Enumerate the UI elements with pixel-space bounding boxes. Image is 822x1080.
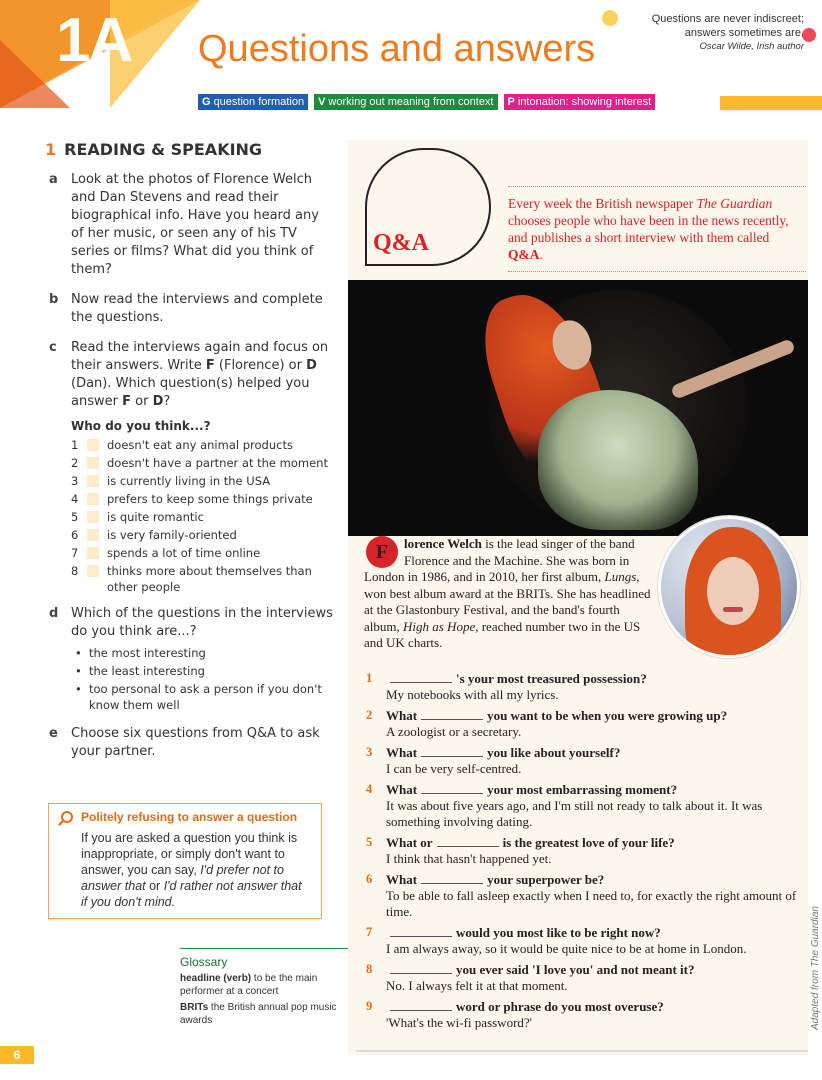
- page-number: 6: [0, 1046, 34, 1064]
- question-item: 7 would you most like to be right now? I am always away, so it would be quite nice to be at home in London.: [366, 925, 747, 956]
- unit-number: 1A: [56, 6, 132, 75]
- bullet-item: • too personal to ask a person if you don't know them well: [73, 681, 335, 713]
- glossary-item: headline (verb) to be the main performer at a concert: [180, 973, 318, 997]
- who-item: 6 is very family-oriented: [71, 528, 237, 542]
- question-item: 8 you ever said 'I love you' and not meant it? No. I always felt it at that moment.: [366, 962, 695, 993]
- left-column: [45, 140, 335, 773]
- question-item: 1 's your most treasured possession? My notebooks with all my lyrics.: [366, 671, 647, 702]
- epigraph-quote: [604, 12, 804, 54]
- tip-box: [48, 803, 322, 919]
- gap-blank[interactable]: [390, 963, 452, 974]
- who-do-you-think-title: Who do you think...?: [71, 419, 211, 433]
- glossary: [180, 948, 356, 1030]
- who-item: 1 doesn't eat any animal products: [71, 438, 293, 452]
- bio-text: F lorence Welch is the lead singer of the band Florence and the Machine. She was born in London in 1986, and in 2010, her first album, Lungs, won best album award at the BRITs. She has headlined at the Glastonbury Festival, and the band's fourth album, High as Hope, reached number two in the US and UK charts.: [364, 536, 651, 650]
- question-item: 9 word or phrase do you most overuse? 'What's the wi-fi password?': [366, 999, 664, 1030]
- answer-box[interactable]: [87, 475, 99, 487]
- gap-blank[interactable]: [421, 873, 483, 884]
- tag-grammar: G question formation: [198, 94, 308, 110]
- exercise-c: c Read the interviews again and focus on their answers. Write F (Florence) or D (Dan). Which question(s) helped you answer F or D?: [49, 340, 329, 409]
- answer-box[interactable]: [87, 565, 99, 577]
- gap-blank[interactable]: [421, 746, 483, 757]
- source-credit: Adapted from The Guardian: [810, 906, 821, 1030]
- gap-blank[interactable]: [390, 926, 452, 937]
- answer-box[interactable]: [87, 457, 99, 469]
- answer-box[interactable]: [87, 511, 99, 523]
- question-item: 6 What your superpower be? To be able to fall asleep exactly when I need to, for exactly the right amount of time.: [366, 872, 797, 919]
- quote-line-1: Questions are never indiscreet;: [651, 13, 804, 25]
- answer-box[interactable]: [87, 547, 99, 559]
- who-item: 2 doesn't have a partner at the moment: [71, 456, 328, 470]
- who-item: 3 is currently living in the USA: [71, 474, 271, 488]
- article-intro: Every week the British newspaper The Guardian chooses people who have been in the news recently, and publishes a short interview with them called Q&A.: [508, 186, 806, 272]
- quote-author: Oscar Wilde, Irish author: [699, 41, 804, 52]
- qa-logo: Q&A: [365, 148, 491, 266]
- who-item: 5 is quite romantic: [71, 510, 204, 524]
- who-item: 7 spends a lot of time online: [71, 546, 261, 560]
- exercise-d-bullets: [45, 645, 335, 713]
- exercise-d: d Which of the questions in the interviews do you think are...?: [49, 606, 333, 639]
- bottom-divider: [356, 1050, 808, 1052]
- glossary-item: BRITs the British annual pop music awards: [180, 1002, 337, 1026]
- gap-blank[interactable]: [390, 672, 452, 683]
- tag-pronunciation: P intonation: showing interest: [504, 94, 656, 110]
- quote-line-2: answers sometimes are.: [684, 27, 804, 39]
- concert-photo: [348, 280, 808, 536]
- exercise-b: b Now read the interviews and complete the questions.: [49, 292, 323, 325]
- drop-cap: F: [366, 536, 398, 568]
- bullet-item: • the least interesting: [73, 663, 335, 679]
- who-item: 4 prefers to keep some things private: [71, 492, 313, 506]
- gap-blank[interactable]: [421, 783, 483, 794]
- question-item: 4 What your most embarrassing moment? It was about five years ago, and I'm still not ready to talk about it. It was something involving dating.: [366, 782, 763, 829]
- portrait-photo: [658, 516, 800, 658]
- gap-blank[interactable]: [421, 709, 483, 720]
- quote-dot-red: [802, 28, 816, 42]
- question-item: 5 What or is the greatest love of your life? I think that hasn't happened yet.: [366, 835, 675, 866]
- answer-box[interactable]: [87, 439, 99, 451]
- page-title: Questions and answers: [198, 28, 596, 70]
- tag-bar-decoration: [720, 96, 822, 110]
- tip-title: Politely refusing to answer a question: [61, 810, 311, 824]
- answer-box[interactable]: [87, 493, 99, 505]
- gap-blank[interactable]: [390, 1000, 452, 1011]
- glossary-title: Glossary: [180, 955, 228, 969]
- exercise-e: e Choose six questions from Q&A to ask your partner.: [49, 726, 320, 759]
- bullet-item: • the most interesting: [73, 645, 335, 661]
- skill-tags: [198, 94, 655, 110]
- answer-box[interactable]: [87, 529, 99, 541]
- interview-questions: [364, 670, 804, 1035]
- exercise-a: a Look at the photos of Florence Welch and Dan Stevens and read their biographical info. Have you heard any of her music, or seen any of his TV series or films? What did you think of them?: [49, 172, 319, 277]
- gap-blank[interactable]: [437, 836, 499, 847]
- tip-body: If you are asked a question you think is inappropriate, or simply don't want to answer, you can say, I'd prefer not to answer that or I'd rather not answer that if you don't mind.: [81, 831, 302, 909]
- question-item: 2 What you want to be when you were growing up? A zoologist or a secretary.: [366, 708, 728, 739]
- question-item: 3 What you like about yourself? I can be very self-centred.: [366, 745, 621, 776]
- tag-vocabulary: V working out meaning from context: [314, 94, 497, 110]
- section-heading: 1 READING & SPEAKING: [45, 140, 263, 159]
- who-item: 8 thinks more about themselves than other people: [71, 564, 312, 594]
- magnifier-icon: [61, 811, 73, 823]
